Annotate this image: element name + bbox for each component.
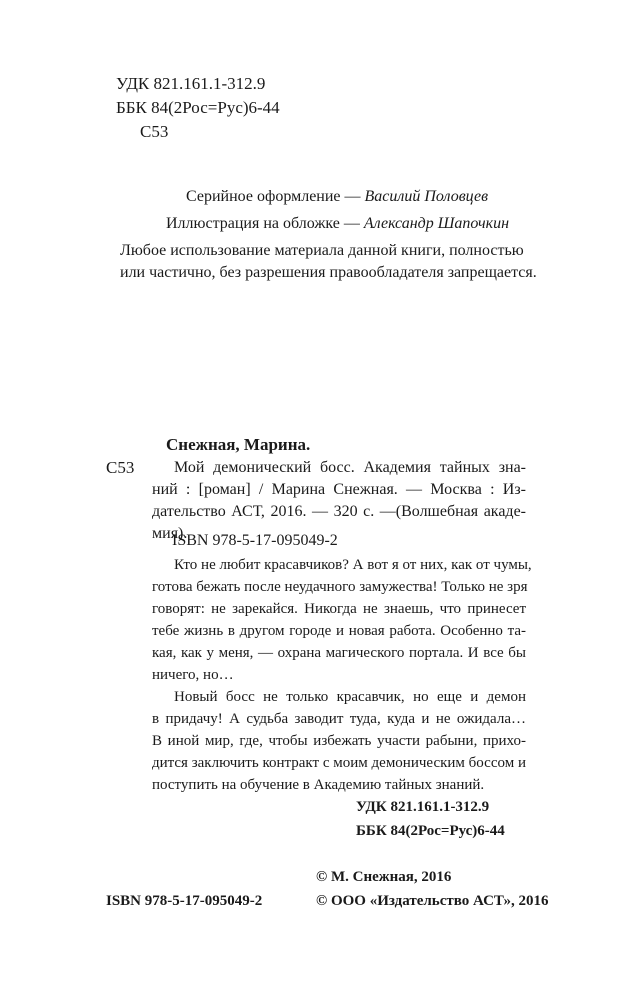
copyright-notice xyxy=(120,240,537,284)
annotation-bbk-code: ББК 84(2Рос=Рус)6-44 xyxy=(356,823,505,839)
series-designer-name: Василий Половцев xyxy=(364,188,489,205)
copyright-notice-line: Любое использование материала данной книги, полностью xyxy=(120,242,524,259)
annotation-line: Кто не любит красавчиков? А вот я от них, как от чумы, xyxy=(174,557,532,573)
udk-code: УДК 821.161.1-312.9 xyxy=(116,74,266,93)
bbk-code: ББК 84(2Рос=Рус)6-44 xyxy=(116,98,280,117)
catalog-description-line: Мой демонический босс. Академия тайных зна- xyxy=(174,459,526,476)
annotation-line: ничего, но… xyxy=(152,667,234,683)
series-design-label: Серийное оформление — xyxy=(186,188,365,205)
catalog-author: Снежная, Марина. xyxy=(166,435,311,454)
annotation-line: поступить на обучение в Академию тайных знаний. xyxy=(152,777,485,793)
cover-illustration-credit xyxy=(166,213,509,235)
cover-illustration-label: Иллюстрация на обложке — xyxy=(166,215,364,232)
annotation-line: в придачу! А судьба заводит туда, куда и не ожидала… xyxy=(152,711,526,727)
copyright-publisher: © ООО «Издательство АСТ», 2016 xyxy=(316,893,549,909)
catalog-isbn: ISBN 978-5-17-095049-2 xyxy=(172,532,338,549)
annotation-line: Новый босс не только красавчик, но еще и демон xyxy=(174,689,526,705)
annotation-line: тебе жизнь в другом городе и новая работа. Особенно та- xyxy=(152,623,526,639)
annotation-paragraph-2 xyxy=(152,686,526,796)
annotation-line: кая, как у меня, — охрана магического портала. И все бы xyxy=(152,645,526,661)
catalog-description-line: мия). xyxy=(152,525,188,542)
annotation-line: говорят: не зарекайся. Никогда не знаешь, что принесет xyxy=(152,601,526,617)
author-sign-code: С53 xyxy=(140,122,169,141)
annotation-line: В иной мир, где, чтобы избежать участи рабыни, прихо- xyxy=(152,733,526,749)
annotation-line: дится заключить контракт с моим демоническим боссом и xyxy=(152,755,526,771)
annotation-paragraph-1 xyxy=(152,554,532,686)
footer-isbn: ISBN 978-5-17-095049-2 xyxy=(106,893,263,909)
catalog-sign-code: С53 xyxy=(106,458,135,477)
series-design-credit xyxy=(186,186,488,208)
catalog-description-line: ний : [роман] / Марина Снежная. — Москва : Из- xyxy=(152,481,526,498)
copyright-author: © М. Снежная, 2016 xyxy=(316,869,452,885)
annotation-udk-code: УДК 821.161.1-312.9 xyxy=(356,799,490,815)
copyright-notice-line: или частично, без разрешения правообладателя запрещается. xyxy=(120,264,537,281)
cover-illustrator-name: Александр Шапочкин xyxy=(363,215,510,232)
catalog-description-line: дательство АСТ, 2016. — 320 с. —(Волшебная акаде- xyxy=(152,503,526,520)
annotation-line: готова бежать после неудачного замужества! Только не зря xyxy=(152,579,528,595)
